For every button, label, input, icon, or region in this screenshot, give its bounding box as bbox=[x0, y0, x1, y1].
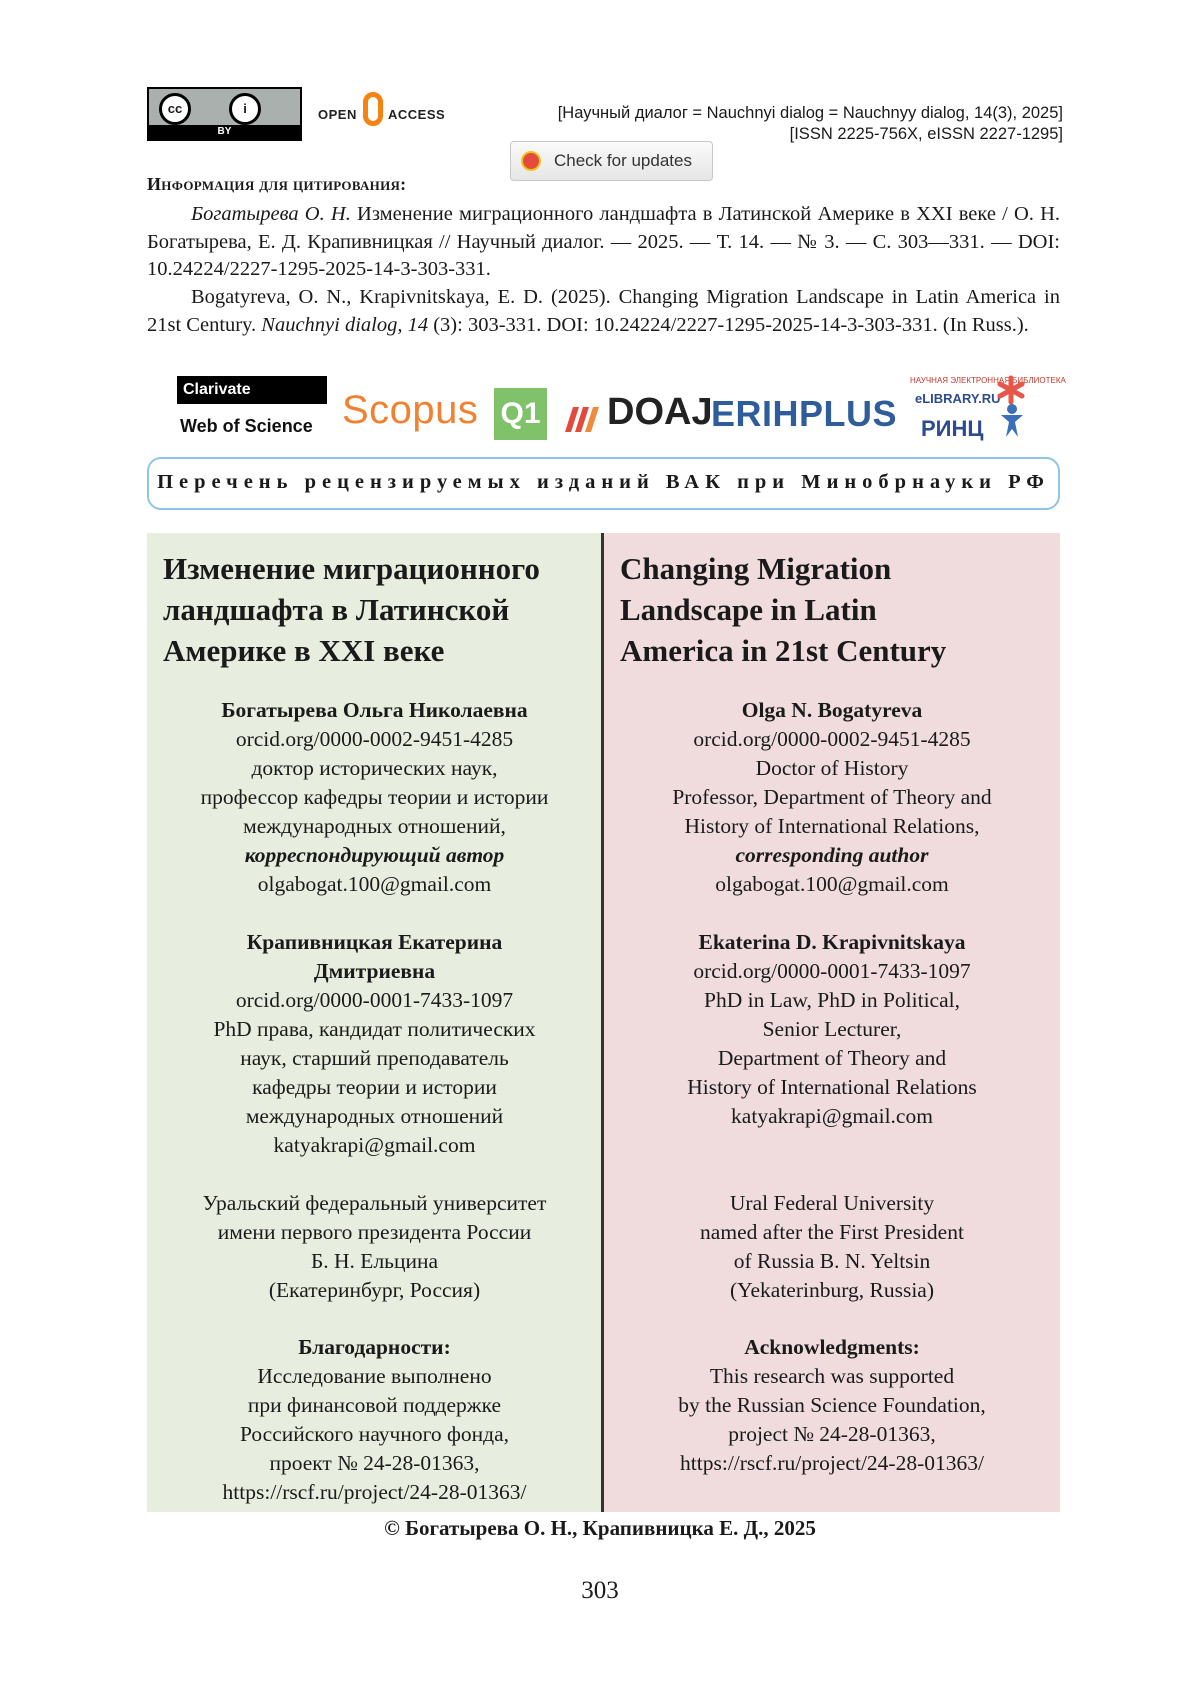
english-title bbox=[620, 548, 1050, 671]
acknowledgments-line: Исследование выполнено bbox=[147, 1362, 602, 1391]
vak-list-banner: Перечень рецензируемых изданий ВАК при Минобрнауки РФ bbox=[147, 457, 1060, 510]
author-department: Department of Theory and bbox=[604, 1044, 1060, 1073]
erihplus-logo: ERIHPLUS bbox=[711, 393, 897, 435]
author-name: Olga N. Bogatyreva bbox=[604, 696, 1060, 725]
copyright-notice: © Богатырева О. Н., Крапивницка Е. Д., 2025 bbox=[0, 1516, 1200, 1541]
orcid-link[interactable]: orcid.org/0000-0001-7433-1097 bbox=[604, 957, 1060, 986]
author-department: кафедры теории и истории bbox=[147, 1073, 602, 1102]
citation-russian-text: Изменение миграционного ландшафта в Латинской Америке в XXI веке / О. Н. Богатырева, Е. Д. Крапивницкая // Научный диалог. — 2025. — Т. 14. — № 3. — С. 303—331. — DOI: 10.24224/2227-1295-2025-14-3-303-331. bbox=[147, 203, 1060, 280]
russian-title-line: Изменение миграционного bbox=[163, 548, 593, 589]
russian-affiliation bbox=[147, 1189, 602, 1305]
author-email[interactable]: katyakrapi@gmail.com bbox=[147, 1131, 602, 1160]
russian-acknowledgments bbox=[147, 1333, 602, 1507]
author-name: Богатырева Ольга Николаевна bbox=[147, 696, 602, 725]
open-access-right-text: ACCESS bbox=[388, 107, 445, 122]
author-degree: доктор исторических наук, bbox=[147, 754, 602, 783]
russian-title-line: ландшафта в Латинской bbox=[163, 589, 593, 630]
acknowledgments-line: Российского научного фонда, bbox=[147, 1420, 602, 1449]
citation-english-doi: (3): 303-331. DOI: 10.24224/2227-1295-2025-14-3-303-331. (In Russ.). bbox=[433, 314, 1029, 336]
acknowledgments-line: при финансовой поддержке bbox=[147, 1391, 602, 1420]
acknowledgments-line: project № 24-28-01363, bbox=[604, 1420, 1060, 1449]
orcid-link[interactable]: orcid.org/0000-0002-9451-4285 bbox=[147, 725, 602, 754]
affiliation-line: имени первого президента России bbox=[147, 1218, 602, 1247]
english-author-2 bbox=[604, 928, 1060, 1131]
author-name: Ekaterina D. Krapivnitskaya bbox=[604, 928, 1060, 957]
check-for-updates-button[interactable] bbox=[510, 141, 713, 181]
author-email[interactable]: olgabogat.100@gmail.com bbox=[604, 870, 1060, 899]
citation-heading: Информация для цитирования: bbox=[147, 174, 406, 195]
english-title-line: Changing Migration bbox=[620, 548, 1050, 589]
project-link[interactable]: https://rscf.ru/project/24-28-01363/ bbox=[604, 1449, 1060, 1478]
elibrary-logo: eLIBRARY.RU bbox=[915, 391, 1000, 406]
orcid-link[interactable]: orcid.org/0000-0001-7433-1097 bbox=[147, 986, 602, 1015]
issn-reference: [ISSN 2225-756X, eISSN 2227-1295] bbox=[790, 125, 1063, 144]
scopus-logo: Scopus bbox=[342, 388, 478, 433]
citation-english-text: Bogatyreva, O. N., Krapivnitskaya, E. D. (2025). Changing Migration Landscape in Latin America in 21st Century. bbox=[147, 286, 1060, 336]
russian-column bbox=[147, 533, 602, 1512]
author-position: Senior Lecturer, bbox=[604, 1015, 1060, 1044]
acknowledgments-line: проект № 24-28-01363, bbox=[147, 1449, 602, 1478]
english-column bbox=[604, 533, 1060, 1512]
rinc-star-icon bbox=[996, 375, 1026, 405]
attribution-person-icon: i bbox=[229, 93, 261, 125]
rinc-person-icon bbox=[998, 403, 1026, 439]
author-position: наук, старший преподаватель bbox=[147, 1044, 602, 1073]
affiliation-line: (Yekaterinburg, Russia) bbox=[604, 1276, 1060, 1305]
q1-badge: Q1 bbox=[494, 388, 547, 440]
affiliation-line: named after the First President bbox=[604, 1218, 1060, 1247]
affiliation-line: (Екатеринбург, Россия) bbox=[147, 1276, 602, 1305]
citation-english bbox=[147, 284, 1060, 339]
citation-journal-italic: Nauchnyi dialog, 14 bbox=[261, 314, 428, 336]
english-affiliation bbox=[604, 1189, 1060, 1305]
doaj-logo: DOAJ bbox=[607, 391, 713, 434]
author-degree: PhD in Law, PhD in Political, bbox=[604, 986, 1060, 1015]
author-email[interactable]: katyakrapi@gmail.com bbox=[604, 1102, 1060, 1131]
crossmark-icon bbox=[521, 151, 541, 171]
doaj-mark-icon bbox=[563, 405, 603, 434]
orcid-link[interactable]: orcid.org/0000-0002-9451-4285 bbox=[604, 725, 1060, 754]
acknowledgments-line: by the Russian Science Foundation, bbox=[604, 1391, 1060, 1420]
author-position: профессор кафедры теории и истории bbox=[147, 783, 602, 812]
journal-reference: [Научный диалог = Nauchnyi dialog = Nauchnyy dialog, 14(3), 2025] bbox=[558, 104, 1063, 123]
russian-author-1 bbox=[147, 696, 602, 899]
affiliation-line: Уральский федеральный университет bbox=[147, 1189, 602, 1218]
russian-author-2 bbox=[147, 928, 602, 1160]
project-link[interactable]: https://rscf.ru/project/24-28-01363/ bbox=[147, 1478, 602, 1507]
english-acknowledgments bbox=[604, 1333, 1060, 1478]
corresponding-author-label: корреспондирующий автор bbox=[147, 841, 602, 870]
author-name: Дмитриевна bbox=[147, 957, 602, 986]
acknowledgments-line: This research was supported bbox=[604, 1362, 1060, 1391]
russian-title-line: Америке в XXI веке bbox=[163, 630, 593, 671]
acknowledgments-heading: Благодарности: bbox=[147, 1333, 602, 1362]
affiliation-line: of Russia B. N. Yeltsin bbox=[604, 1247, 1060, 1276]
english-title-line: Landscape in Latin bbox=[620, 589, 1050, 630]
clarivate-logo: Clarivate bbox=[177, 376, 327, 404]
author-department: международных отношений bbox=[147, 1102, 602, 1131]
citation-russian bbox=[147, 201, 1060, 284]
affiliation-line: Б. Н. Ельцина bbox=[147, 1247, 602, 1276]
author-degree: Doctor of History bbox=[604, 754, 1060, 783]
english-author-1 bbox=[604, 696, 1060, 899]
license-label: BY bbox=[149, 125, 300, 139]
cc-by-license-badge bbox=[147, 87, 302, 141]
elibrary-caption: НАУЧНАЯ ЭЛЕКТРОННАЯ БИБЛИОТЕКА bbox=[910, 376, 1066, 385]
page-number: 303 bbox=[0, 1577, 1200, 1605]
affiliation-line: Ural Federal University bbox=[604, 1189, 1060, 1218]
creative-commons-icon: cc bbox=[159, 93, 191, 125]
check-for-updates-label: Check for updates bbox=[554, 151, 692, 171]
open-lock-icon bbox=[363, 92, 383, 126]
english-title-line: America in 21st Century bbox=[620, 630, 1050, 671]
author-name: Крапивницкая Екатерина bbox=[147, 928, 602, 957]
author-department: History of International Relations bbox=[604, 1073, 1060, 1102]
author-department: международных отношений, bbox=[147, 812, 602, 841]
open-access-logo bbox=[318, 88, 458, 140]
author-position: Professor, Department of Theory and bbox=[604, 783, 1060, 812]
rinc-logo: РИНЦ bbox=[921, 416, 983, 442]
open-access-left-text: OPEN bbox=[318, 107, 357, 122]
web-of-science-logo: Web of Science bbox=[180, 416, 313, 437]
author-department: History of International Relations, bbox=[604, 812, 1060, 841]
citation-russian-authors: Богатырева О. Н. bbox=[191, 203, 351, 225]
russian-title bbox=[163, 548, 593, 671]
acknowledgments-heading: Acknowledgments: bbox=[604, 1333, 1060, 1362]
author-email[interactable]: olgabogat.100@gmail.com bbox=[147, 870, 602, 899]
author-degree: PhD права, кандидат политических bbox=[147, 1015, 602, 1044]
corresponding-author-label: corresponding author bbox=[604, 841, 1060, 870]
